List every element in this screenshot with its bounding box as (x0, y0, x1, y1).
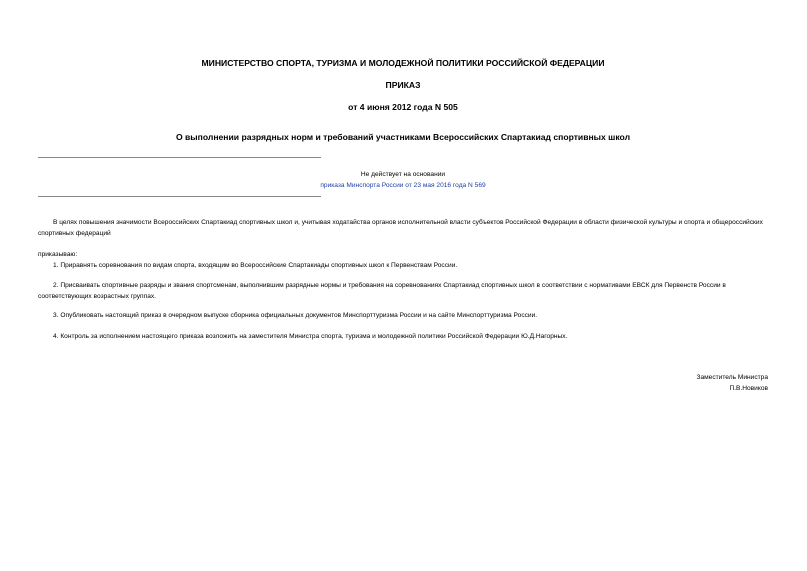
order-item-3: 3. Опубликовать настоящий приказ в очередном выпуске сборника официальных документов Минспорттуризма России и на сайте Минспорттуризма России. (53, 312, 538, 319)
order-item-4: 4. Контроль за исполнением настоящего приказа возложить на заместителя Министра спорта, туризма и молодежной политики Российской Федерации Ю.Д.Нагорных. (53, 333, 568, 340)
divider-bottom (38, 196, 321, 197)
signatory-title: Заместитель Министра (696, 374, 768, 381)
document-date-number: от 4 июня 2012 года N 505 (348, 102, 458, 112)
signatory-name: П.В.Новиков (729, 385, 768, 392)
divider-top (38, 157, 321, 158)
document-type: ПРИКАЗ (385, 80, 421, 90)
order-item-1: 1. Приравнять соревнования по видам спорта, входящим во Всероссийские Спартакиады спортивных школ к Первенствам России. (53, 262, 458, 269)
intro-paragraph: В целях повышения значимости Всероссийских Спартакиад спортивных школ и, учитывая ходатайства органов исполнительной власти субъектов Российской Федерации в области физической культуры и спорта и общероссийских спортивных федераций (38, 219, 763, 237)
status-note: Не действует на основании (360, 171, 446, 178)
ministry-heading: МИНИСТЕРСТВО СПОРТА, ТУРИЗМА И МОЛОДЕЖНОЙ ПОЛИТИКИ РОССИЙСКОЙ ФЕДЕРАЦИИ (201, 58, 605, 68)
decree-word: приказываю: (38, 251, 78, 258)
order-item-2: 2. Присваивать спортивные разряды и звания спортсменам, выполнившим разрядные нормы и требования на соревнованиях Спартакиад спортивных школ в соответствии с нормативами ЕВСК для Первенств России в соответствующих возрастных группах. (38, 282, 726, 300)
status-link[interactable]: приказа Минспорта России от 23 мая 2016 года N 569 (320, 182, 486, 189)
document-subject: О выполнении разрядных норм и требований участниками Всероссийских Спартакиад спортивных школ (175, 132, 631, 142)
